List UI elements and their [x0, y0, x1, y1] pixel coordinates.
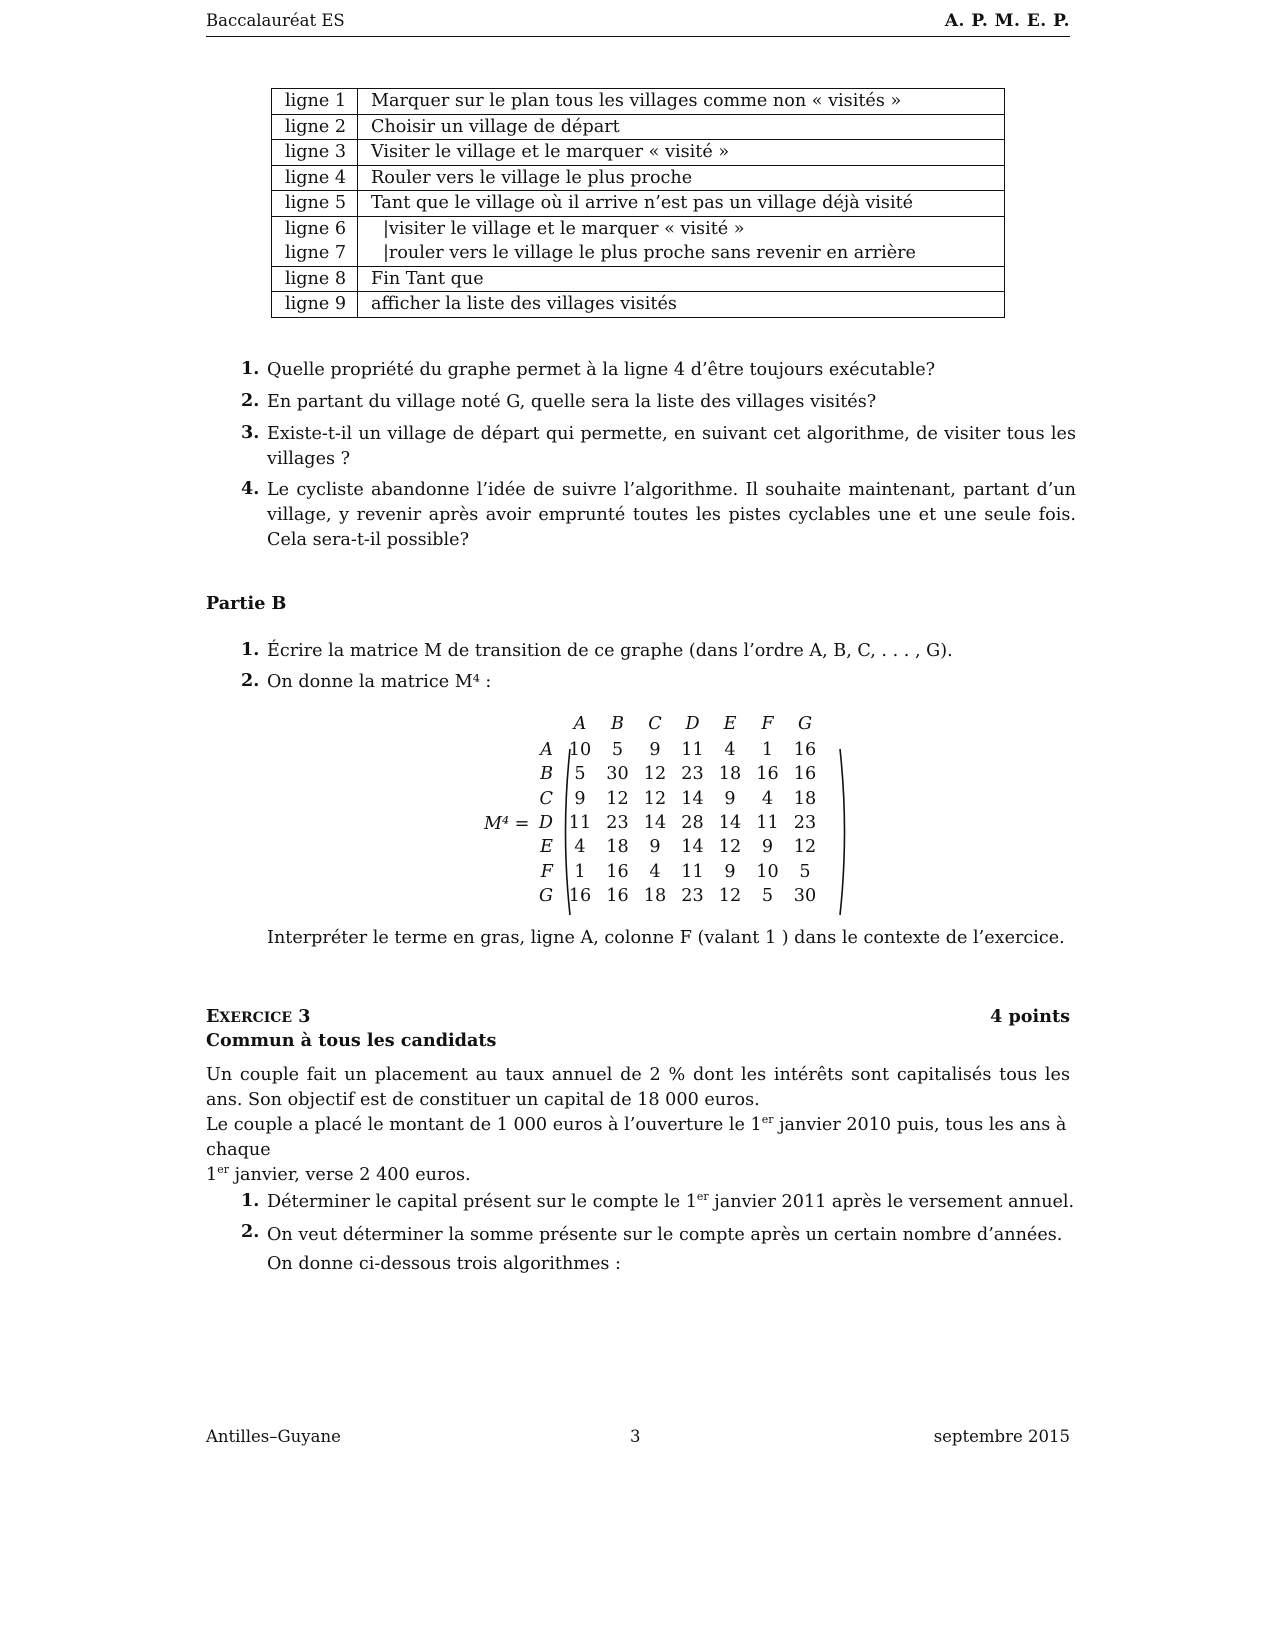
matrix-cell: 5 [574, 764, 586, 785]
matrix-cell: 18 [718, 764, 742, 785]
line-number: ligne 6 [285, 218, 347, 239]
matrix-cell: 16 [793, 740, 817, 760]
matrix-cell: 16 [606, 861, 629, 882]
line-number: ligne 1 [272, 89, 358, 115]
table-row [272, 89, 1005, 115]
line-number: ligne 3 [272, 140, 358, 166]
line-text: Tant que le village où il arrive n’est pas un village déjà visité [358, 191, 1005, 217]
matrix-cell: 9 [761, 837, 774, 858]
matrix-row-label: E [540, 837, 553, 858]
matrix-row-label: C [539, 788, 553, 809]
matrix-cell: 9 [574, 788, 586, 809]
matrix-row-label: D [538, 812, 553, 833]
matrix-cell: 4 [649, 861, 661, 882]
table-row [272, 292, 1005, 318]
matrix-cell: 4 [761, 788, 774, 809]
title-rest: XERCICE [219, 1010, 293, 1026]
matrix-cell: 30 [606, 764, 629, 785]
matrix-cell: 12 [718, 885, 742, 906]
matrix-cell: 9 [649, 740, 661, 760]
question-text: Le cycliste abandonne l’idée de suivre l’algorithme. Il souhaite maintenant, partant d’un village, y revenir après avoir emprunté toutes les pistes cyclables une et une seule fois. Cela sera-t-il possible? [267, 480, 1076, 550]
line-number: ligne 4 [272, 165, 358, 191]
matrix-cell: 16 [568, 885, 592, 906]
matrix-cell: 4 [724, 740, 736, 760]
matrix-cell: 9 [724, 861, 736, 882]
question-number: 4. [241, 478, 260, 499]
header-left: Baccalauréat ES [206, 11, 345, 30]
matrix-col-header: F [761, 714, 774, 734]
matrix-cell: 5 [761, 885, 774, 906]
line-text: Choisir un village de départ [358, 114, 1005, 140]
matrix-cell: 11 [568, 812, 592, 833]
question-number: 3. [241, 422, 260, 443]
question-number: 2. [241, 1221, 260, 1242]
paragraph-2: Le couple a placé le montant de 1 000 euros à l’ouverture le 1er janvier 2010 puis, tous les ans à chaque 1er janvier, verse 2 400 euros. [206, 1113, 1067, 1185]
matrix-cell: 28 [681, 812, 704, 833]
matrix-cell: 12 [793, 837, 817, 858]
matrix-cell: 1 [761, 740, 774, 760]
matrix-cell: 23 [681, 885, 704, 906]
table-row [272, 140, 1005, 166]
matrix-col-header: A [573, 714, 587, 734]
page-number: 3 [630, 1427, 641, 1446]
matrix-col-header: G [797, 714, 813, 734]
interpret-text: Interpréter le terme en gras, ligne A, colonne F (valant 1 ) dans le contexte de l’exercice. [267, 928, 1065, 948]
matrix-cell: 1 [574, 861, 586, 882]
table-row [272, 216, 1005, 266]
matrix-cell: 11 [756, 812, 779, 833]
table-row [272, 114, 1005, 140]
matrix-cell: 14 [681, 837, 704, 858]
matrix-row-label: G [538, 885, 553, 906]
question-text: Existe-t-il un village de départ qui permette, en suivant cet algorithme, de visiter tous les villages ? [267, 424, 1076, 469]
line-number: ligne 2 [272, 114, 358, 140]
algorithm-table [271, 88, 1005, 318]
matrix-cell: 5 [611, 740, 624, 760]
loop-body [358, 216, 1005, 266]
matrix-cell: 9 [649, 837, 661, 858]
matrix-cell: 14 [643, 812, 667, 833]
line-text: |rouler vers le village le plus proche sans revenir en arrière [383, 243, 916, 263]
line-text: Fin Tant que [358, 266, 1005, 292]
header-rule [206, 36, 1070, 37]
line-number: ligne 5 [272, 191, 358, 217]
matrix-cell: 10 [568, 740, 592, 760]
exercise-title [206, 1006, 311, 1027]
matrix-cell: 14 [718, 812, 742, 833]
question-text: Quelle propriété du graphe permet à la ligne 4 d’être toujours exécutable? [267, 360, 936, 380]
matrix-col-header: D [685, 714, 700, 734]
question-number: 2. [241, 390, 260, 411]
matrix-cell: 16 [756, 764, 779, 785]
line-number: ligne 9 [272, 292, 358, 318]
matrix-cell: 30 [793, 885, 817, 906]
question-number: 1. [241, 1190, 260, 1211]
matrix-row-label: B [540, 764, 553, 785]
table-row [272, 266, 1005, 292]
matrix-cell: 16 [793, 764, 817, 785]
title-first-letter: E [206, 1006, 220, 1027]
matrix-cell: 14 [681, 788, 704, 809]
matrix-row-label: F [540, 861, 553, 882]
question-text: En partant du village noté G, quelle sera la liste des villages visités? [267, 392, 877, 412]
part-b-title: Partie B [206, 593, 287, 614]
matrix-m4 [470, 714, 870, 924]
table-row [272, 165, 1005, 191]
matrix-cell: 12 [643, 764, 667, 785]
matrix-cell: 23 [606, 812, 629, 833]
question-number: 1. [241, 358, 260, 379]
question-text: On donne la matrice M⁴ : [267, 672, 492, 692]
question-number: 2. [241, 670, 260, 691]
matrix-cell: 5 [799, 861, 811, 882]
matrix-cell: 12 [643, 788, 667, 809]
question-number: 1. [241, 639, 260, 660]
matrix-cell: 10 [756, 861, 779, 882]
line-number: ligne 7 [285, 243, 347, 263]
exercise-number: 3 [298, 1006, 311, 1027]
matrix-col-header: E [723, 714, 737, 734]
matrix-col-header: C [648, 714, 662, 734]
table-row [272, 191, 1005, 217]
header-right: A. P. M. E. P. [944, 11, 1070, 31]
matrix-cell: 16 [606, 885, 629, 906]
matrix-cell: 12 [718, 837, 742, 858]
matrix-cell: 18 [793, 788, 817, 809]
exercise-points: 4 points [990, 1006, 1070, 1027]
question-text: Déterminer le capital présent sur le compte le 1er janvier 2011 après le versement annuel. [267, 1190, 1075, 1212]
matrix-cell: 9 [724, 788, 736, 809]
line-number-group [272, 216, 358, 266]
matrix-cell: 11 [681, 861, 704, 882]
line-text: afficher la liste des villages visités [358, 292, 1005, 318]
matrix-cell: 18 [643, 885, 667, 906]
matrix-cell: 11 [681, 740, 704, 760]
footer-left: Antilles–Guyane [206, 1427, 341, 1446]
footer-right: septembre 2015 [933, 1427, 1070, 1446]
line-text: Marquer sur le plan tous les villages comme non « visités » [358, 89, 1005, 115]
line-text: Rouler vers le village le plus proche [358, 165, 1005, 191]
matrix-label: M⁴ = [484, 814, 530, 834]
matrix-cell: 4 [574, 837, 586, 858]
line-text: Visiter le village et le marquer « visité » [358, 140, 1005, 166]
line-text: |visiter le village et le marquer « visité » [383, 218, 745, 239]
paragraph-1: Un couple fait un placement au taux annuel de 2 % dont les intérêts sont capitalisés tous les ans. Son objectif est de constituer un capital de 18 000 euros. [206, 1065, 1070, 1110]
question-text: Écrire la matrice M de transition de ce graphe (dans l’ordre A, B, C, . . . , G). [267, 641, 953, 661]
matrix-cell: 23 [793, 812, 817, 833]
exercise-subtitle: Commun à tous les candidats [206, 1030, 497, 1051]
question-text: On veut déterminer la somme présente sur le compte après un certain nombre d’années. On donne ci-dessous trois algorithmes : [267, 1225, 1063, 1274]
matrix-cell: 23 [681, 764, 704, 785]
matrix-cell: 18 [606, 837, 629, 858]
matrix-cell: 12 [606, 788, 629, 809]
matrix-col-header: B [611, 714, 624, 734]
matrix-row-label: A [540, 740, 553, 760]
line-number: ligne 8 [272, 266, 358, 292]
